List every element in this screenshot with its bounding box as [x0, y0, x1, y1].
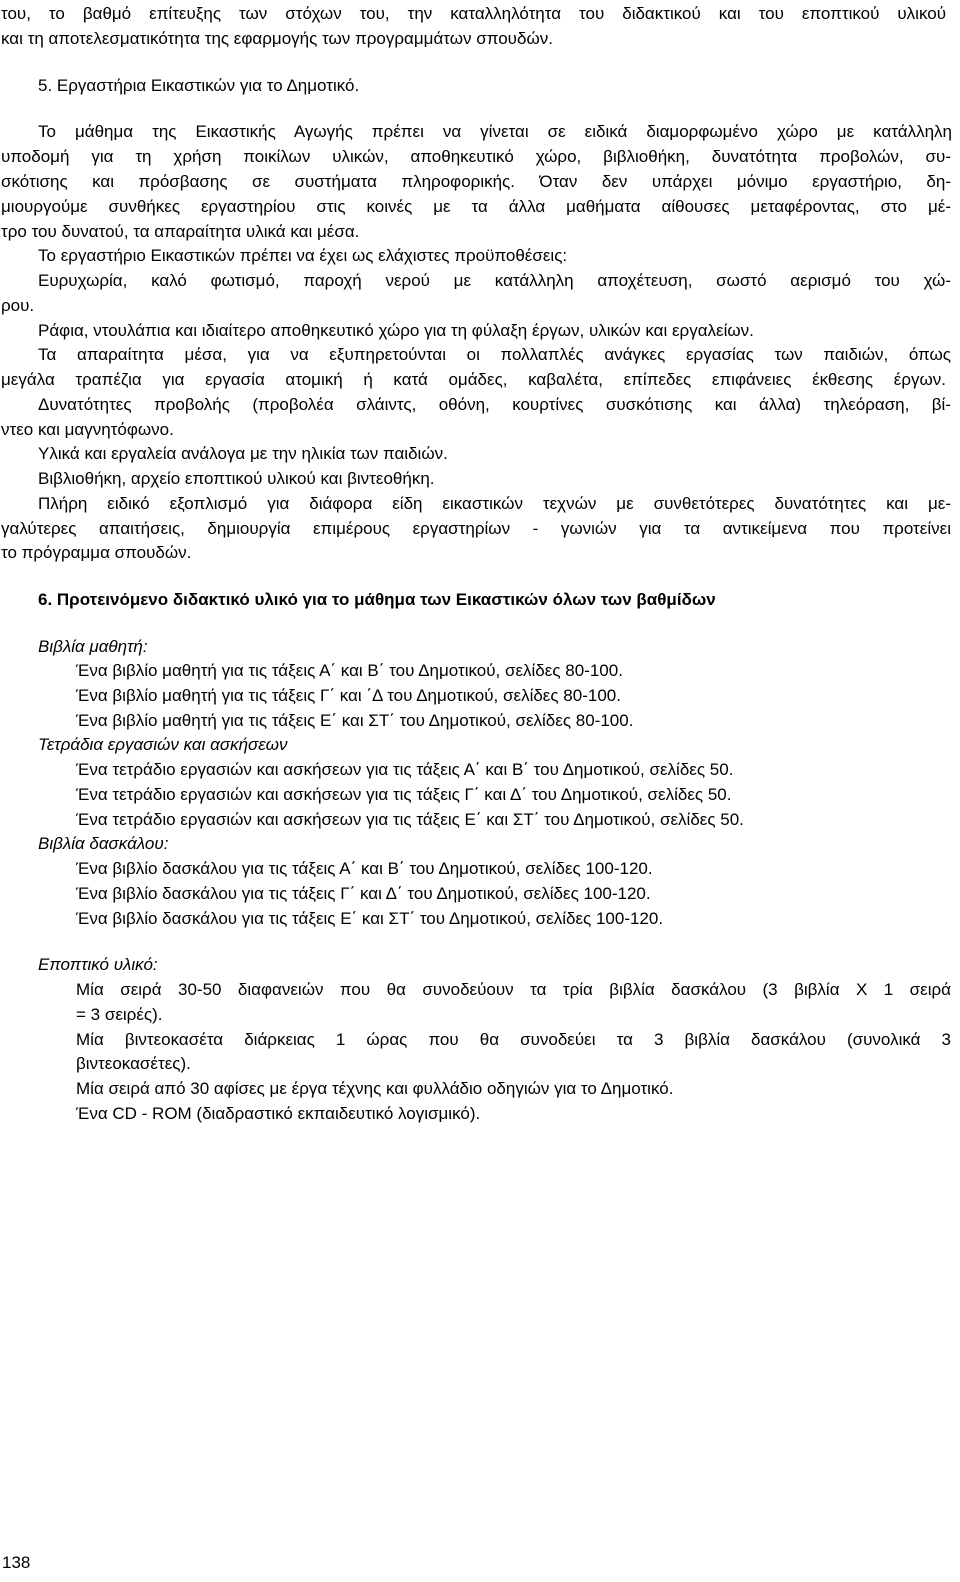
list-item-cont: = 3 σειρές). — [76, 1005, 163, 1024]
list-item: Μία σειρά από 30 αφίσες με έργα τέχνης και φυλλάδιο οδηγιών για το Δημοτικό. — [76, 1079, 674, 1098]
page-number: 138 — [2, 1553, 31, 1572]
list-item: Ένα τετράδιο εργασιών και ασκήσεων για τις τάξεις Α΄ και Β΄ του Δημοτικού, σελίδες 50. — [76, 760, 734, 779]
body-text-line: του, το βαθμό επίτευξης των στόχων του, την καταλληλότητα του διδακτικού και του εποπτικού υλικού — [1, 4, 946, 23]
body-text-line: μιουργούμε συνθήκες εργαστηρίου στις κοινές με τα άλλα μαθήματα αίθουσες μεταφέροντας, στο μέ- — [1, 197, 951, 216]
student-books-label: Βιβλία μαθητή: — [38, 637, 148, 656]
requirement-item: Υλικά και εργαλεία ανάλογα με την ηλικία των παιδιών. — [38, 444, 448, 463]
workbooks-label: Τετράδια εργασιών και ασκήσεων — [38, 735, 288, 754]
list-item: Μία βιντεοκασέτα διάρκειας 1 ώρας που θα συνοδεύει τα 3 βιβλία δασκάλου (συνολικά 3 — [76, 1030, 951, 1049]
body-text-line: υποδομή για τη χρήση ποικίλων υλικών, αποθηκευτικό χώρο, βιβλιοθήκη, δυνατότητα προβολών, συ- — [1, 147, 951, 166]
section-6-heading: 6. Προτεινόμενο διδακτικό υλικό για το μάθημα των Εικαστικών όλων των βαθμίδων — [38, 590, 716, 609]
section-5-heading: 5. Εργαστήρια Εικαστικών για το Δημοτικό. — [38, 76, 360, 95]
requirement-item-cont: ντεο και μαγνητόφωνο. — [1, 420, 174, 439]
list-item: Ένα βιβλίο δασκάλου για τις τάξεις Α΄ και Β΄ του Δημοτικού, σελίδες 100-120. — [76, 859, 653, 878]
list-item: Ένα βιβλίο δασκάλου για τις τάξεις Γ΄ και Δ΄ του Δημοτικού, σελίδες 100-120. — [76, 884, 651, 903]
list-item: Ένα τετράδιο εργασιών και ασκήσεων για τις τάξεις Ε΄ και ΣΤ΄ του Δημοτικού, σελίδες 50. — [76, 810, 744, 829]
body-text-line: και τη αποτελεσματικότητα της εφαρμογής των προγραμμάτων σπουδών. — [1, 29, 553, 48]
list-item-cont: βιντεοκασέτες). — [76, 1054, 191, 1073]
body-text-line: Το μάθημα της Εικαστικής Αγωγής πρέπει να γίνεται σε ειδικά διαμορφωμένο χώρο με κατάλληλη — [38, 122, 952, 141]
list-item: Ένα βιβλίο δασκάλου για τις τάξεις Ε΄ και ΣΤ΄ του Δημοτικού, σελίδες 100-120. — [76, 909, 664, 928]
list-item: Ένα βιβλίο μαθητή για τις τάξεις Γ΄ και ΄Δ του Δημοτικού, σελίδες 80-100. — [76, 686, 621, 705]
list-item: Ένα τετράδιο εργασιών και ασκήσεων για τις τάξεις Γ΄ και Δ΄ του Δημοτικού, σελίδες 50. — [76, 785, 732, 804]
teacher-books-label: Βιβλία δασκάλου: — [38, 834, 169, 853]
requirement-item-cont: ρου. — [1, 296, 35, 315]
list-item: Μία σειρά 30-50 διαφανειών που θα συνοδεύουν τα τρία βιβλία δασκάλου (3 βιβλία Χ 1 σειρά — [76, 980, 951, 999]
requirement-item: Τα απαραίτητα μέσα, για να εξυπηρετούνται οι πολλαπλές ανάγκες εργασίας των παιδιών, όπως — [38, 345, 951, 364]
requirement-item-cont: γαλύτερες απαιτήσεις, δημιουργία επιμέρους εργαστηρίων - γωνιών για τα αντικείμενα που προτείνει — [1, 519, 951, 538]
requirement-item: Ράφια, ντουλάπια και ιδιαίτερο αποθηκευτικό χώρο για τη φύλαξη έργων, υλικών και εργαλείων. — [38, 321, 754, 340]
requirement-item-cont: το πρόγραμμα σπουδών. — [1, 543, 192, 562]
visual-material-label: Εποπτικό υλικό: — [38, 955, 158, 974]
body-text-line: τρο του δυνατού, τα απαραίτητα υλικά και μέσα. — [1, 222, 360, 241]
requirement-item: Πλήρη ειδικό εξοπλισμό για διάφορα είδη εικαστικών τεχνών με συνθετότερες δυνατότητες και με- — [38, 494, 951, 513]
requirement-item: Βιβλιοθήκη, αρχείο εποπτικού υλικού και βιντεοθήκη. — [38, 469, 435, 488]
requirement-item: Ευρυχωρία, καλό φωτισμό, παροχή νερού με κατάλληλη αποχέτευση, σωστό αερισμό του χώ- — [38, 271, 951, 290]
requirement-item-cont: μεγάλα τραπέζια για εργασία ατομική ή κατά ομάδες, καβαλέτα, επίπεδες επιφάνειες έκθεσης έργων. — [1, 370, 946, 389]
list-item: Ένα CD - ROM (διαδραστικό εκπαιδευτικό λογισμικό). — [76, 1104, 481, 1123]
requirements-intro: Το εργαστήριο Εικαστικών πρέπει να έχει ως ελάχιστες προϋποθέσεις: — [38, 246, 568, 265]
requirement-item: Δυνατότητες προβολής (προβολέα σλάιντς, οθόνη, κουρτίνες συσκότισης και άλλα) τηλεόραση, βί- — [38, 395, 951, 414]
list-item: Ένα βιβλίο μαθητή για τις τάξεις Α΄ και Β΄ του Δημοτικού, σελίδες 80-100. — [76, 661, 623, 680]
body-text-line: σκότισης και πρόσβασης σε συστήματα πληροφορικής. Όταν δεν υπάρχει μόνιμο εργαστήριο, δη- — [1, 172, 951, 191]
list-item: Ένα βιβλίο μαθητή για τις τάξεις Ε΄ και ΣΤ΄ του Δημοτικού, σελίδες 80-100. — [76, 711, 634, 730]
